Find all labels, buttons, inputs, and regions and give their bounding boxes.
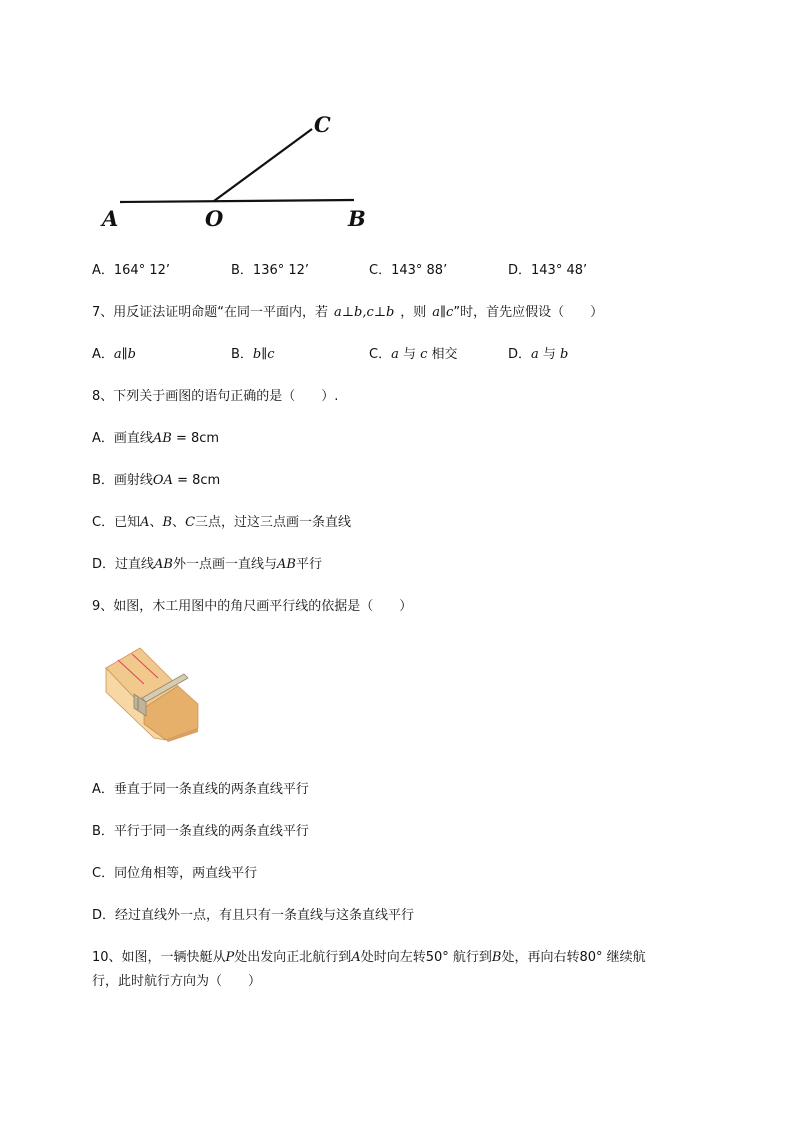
q9-stem: 9、如图，木工用图中的角尺画平行线的依据是（ ） bbox=[92, 599, 413, 614]
q8-option-c[interactable]: C．已知A、B、C三点，过这三点画一条直线 bbox=[92, 515, 352, 530]
q6-option-d[interactable]: D．143° 48’ bbox=[508, 263, 588, 278]
carpenter-square-image bbox=[104, 646, 204, 742]
q7-stem: 7、用反证法证明命题“在同一平面内，若 a⊥b,c⊥b ，则 a∥c”时，首先应假设（ ） bbox=[92, 305, 604, 320]
q9-option-b[interactable]: B．平行于同一条直线的两条直线平行 bbox=[92, 824, 309, 839]
q6-option-c[interactable]: C．143° 88’ bbox=[369, 263, 448, 278]
q7-option-b[interactable]: B．b∥c bbox=[231, 347, 275, 362]
q9-option-d[interactable]: D．经过直线外一点，有且只有一条直线与这条直线平行 bbox=[92, 908, 415, 923]
angle-figure bbox=[90, 105, 390, 240]
label-o: O bbox=[205, 206, 224, 231]
q6-option-b[interactable]: B．136° 12’ bbox=[231, 263, 310, 278]
q6-option-a[interactable]: A．164° 12’ bbox=[92, 263, 171, 278]
label-c: C bbox=[314, 112, 331, 137]
ray-oc bbox=[214, 129, 312, 201]
q7-option-a[interactable]: A．a∥b bbox=[92, 347, 136, 362]
q8-stem: 8、下列关于画图的语句正确的是（ ）. bbox=[92, 389, 339, 404]
q7-option-c[interactable]: C．a 与 c 相交 bbox=[369, 347, 458, 362]
q8-option-b[interactable]: B．画射线OA = 8cm bbox=[92, 473, 221, 488]
q9-option-a[interactable]: A．垂直于同一条直线的两条直线平行 bbox=[92, 782, 309, 797]
line-ab bbox=[120, 200, 354, 202]
q8-option-a[interactable]: A．画直线AB = 8cm bbox=[92, 431, 220, 446]
q8-option-d[interactable]: D．过直线AB外一点画一直线与AB平行 bbox=[92, 557, 322, 572]
q10-stem-line1: 10、如图，一辆快艇从P处出发向正北航行到A处时向左转50° 航行到B处，再向右转80° 继续航 bbox=[92, 950, 646, 965]
label-b: B bbox=[348, 206, 366, 231]
q7-option-d[interactable]: D．a 与 b bbox=[508, 347, 569, 362]
q10-stem-line2: 行，此时航行方向为（ ） bbox=[92, 974, 262, 989]
label-a: A bbox=[102, 206, 119, 231]
q9-option-c[interactable]: C．同位角相等，两直线平行 bbox=[92, 866, 258, 881]
